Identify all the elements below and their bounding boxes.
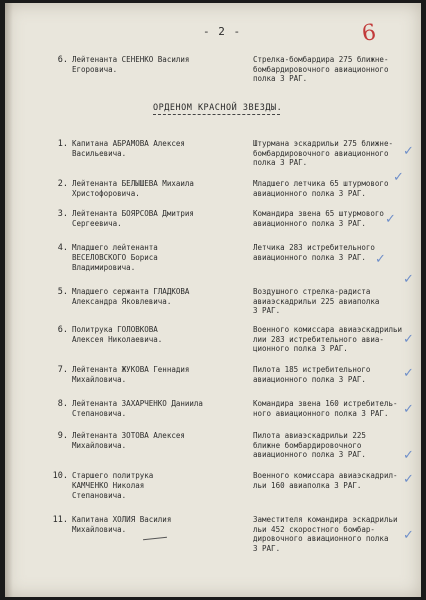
checkmark-icon: ✓	[375, 252, 386, 267]
entry-number: 1.	[57, 139, 68, 149]
entry-name: Капитана АБРАМОВА Алексея Васильевича.	[72, 139, 185, 158]
entry-name: Политрука ГОЛОВКОВА Алексея Николаевича.	[72, 325, 163, 344]
entry-description: Пилота авиаэскадрильи 225 ближне бомбардировочного авиационного полка 3 РАГ.	[253, 431, 366, 459]
checkmark-icon: ✓	[393, 170, 404, 185]
award-entry	[5, 471, 421, 511]
entry-number: 5.	[57, 287, 68, 297]
award-entry	[5, 325, 421, 365]
entry-number: 7.	[57, 365, 68, 375]
award-entry	[5, 272, 421, 327]
entry-name: Младшего сержанта ГЛАДКОВА Александра Яковлевича.	[72, 287, 190, 306]
checkmark-icon: ✓	[403, 472, 414, 487]
entry-name: Лейтенанта БЕЛЫШЕВА Михаила Христофоровича.	[72, 179, 194, 198]
checkmark-icon: ✓	[403, 366, 414, 381]
checkmark-icon: ✓	[403, 272, 414, 287]
checkmark-icon: ✓	[403, 144, 414, 159]
entry-name: Лейтенанта ЗАХАРЧЕНКО Даниила Степановича.	[72, 399, 203, 418]
award-entry	[5, 139, 421, 179]
entry-name: Лейтенанта ЗОТОВА Алексея Михайловича.	[72, 431, 185, 450]
entry-description: Военного комиссара авиаэскадрил- льи 160 авиаполка 3 РАГ.	[253, 471, 398, 490]
entry-description: Летчика 283 истребительного авиационного полка 3 РАГ.	[253, 243, 375, 262]
page-number: - 2 -	[203, 25, 242, 38]
entry-number: 8.	[57, 399, 68, 409]
document-page	[5, 3, 421, 597]
entry-number: 6.	[57, 325, 68, 335]
heading-underline	[153, 114, 280, 115]
award-entry	[5, 243, 421, 283]
entry-description: Стрелка-бомбардира 275 ближне- бомбардировочного авиационного полка 3 РАГ.	[253, 55, 389, 83]
entry-number: 10.	[52, 471, 68, 481]
checkmark-icon: ✓	[403, 332, 414, 347]
checkmark-icon: ✓	[403, 402, 414, 417]
entry-name: Лейтенанта БОЯРСОВА Дмитрия Сергеевича.	[72, 209, 194, 228]
entry-number: 3.	[57, 209, 68, 219]
entry-name: Лейтенанта СЕНЕНКО Василия Егоровича.	[72, 55, 190, 74]
entry-name: Капитана ХОЛИЯ Василия Михайловича.	[72, 515, 172, 534]
entry-name: Лейтенанта ЖУКОВА Геннадия Михайловича.	[72, 365, 190, 384]
entry-description: Заместителя командира эскадрильи льи 452 скоростного бомбар- дировочного авиационного полка 3 РАГ.	[253, 515, 398, 553]
entry-name: Младшего лейтенанта ВЕСЕЛОВСКОГО Бориса Владимировича.	[72, 243, 158, 272]
entry-number: 9.	[57, 431, 68, 441]
entry-description: Военного комиссара авиаэскадрильи лии 283 истребительного авиа- ционного полка 3 РАГ.	[253, 325, 403, 353]
entry-description: Пилота 185 истребительного авиационного полка 3 РАГ.	[253, 365, 371, 384]
entry-number: 11.	[52, 515, 68, 525]
award-entry	[5, 515, 421, 555]
entry-description: Младшего летчика 65 штурмового авиационного полка 3 РАГ.	[253, 179, 389, 198]
entry-description: Командира звена 160 истребитель- ного авиационного полка 3 РАГ.	[253, 399, 398, 418]
entry-number: 4.	[57, 243, 68, 253]
entry-description: Штурмана эскадрильи 275 ближне- бомбардировочного авиационного полка 3 РАГ.	[253, 139, 393, 167]
entry-number: 6.	[57, 55, 68, 65]
entry-number: 2.	[57, 179, 68, 189]
entry-description: Воздушного стрелка-радиста авиаэскадрильи 225 авиаполка 3 РАГ.	[253, 287, 380, 315]
checkmark-icon: ✓	[385, 212, 396, 227]
checkmark-icon: ✓	[403, 448, 414, 463]
section-heading: ОРДЕНОМ КРАСНОЙ ЗВЕЗДЫ.	[153, 103, 283, 113]
award-entry	[5, 431, 421, 471]
entry-description: Командира звена 65 штурмового авиационного полка 3 РАГ.	[253, 209, 384, 228]
checkmark-icon: ✓	[403, 528, 414, 543]
pencil-page-mark: 6	[360, 20, 378, 47]
entry-name: Старшего политрука КАМЧЕНКО Николая Степановича.	[72, 471, 154, 500]
award-entry	[5, 55, 421, 95]
